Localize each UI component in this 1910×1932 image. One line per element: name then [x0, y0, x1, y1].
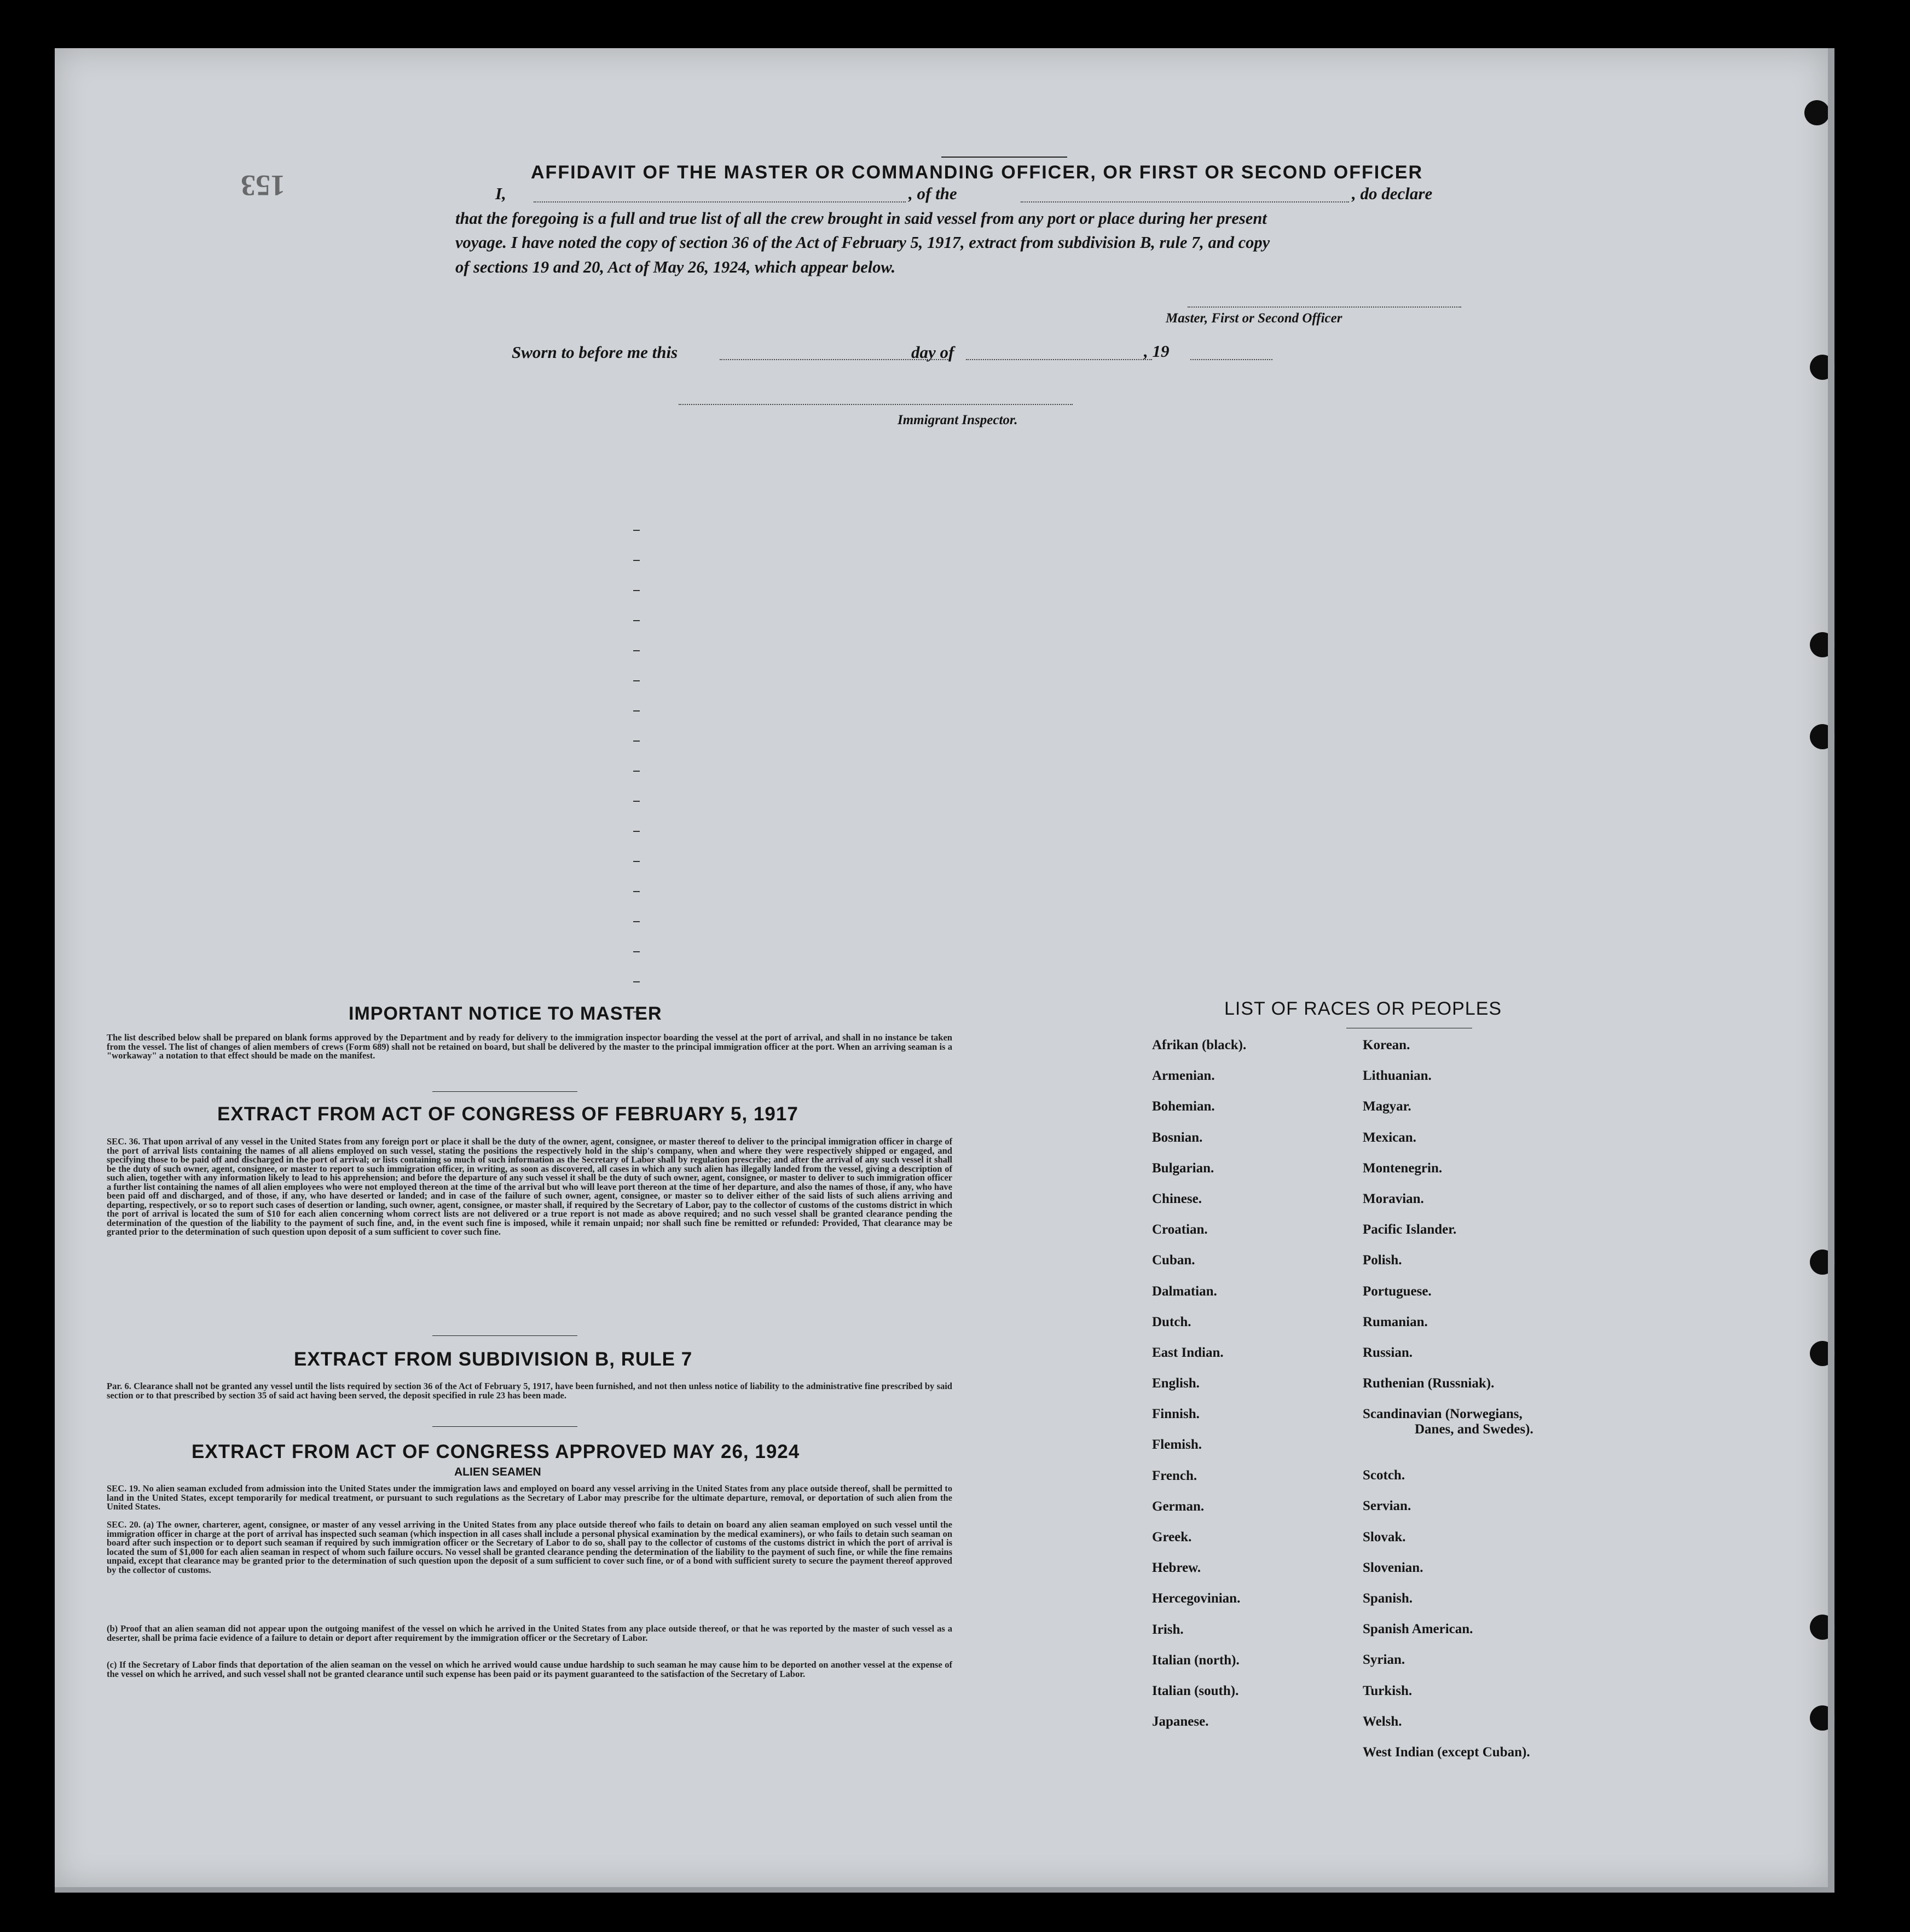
title-underline: [941, 157, 1067, 158]
race-item: English.: [1152, 1376, 1200, 1391]
margin-tick: [633, 831, 640, 832]
name-blank: [534, 201, 906, 203]
races-title: LIST OF RACES OR PEOPLES: [1224, 998, 1502, 1019]
races-column-1: [1152, 1038, 1246, 1745]
race-item: Cuban.: [1152, 1253, 1195, 1268]
affidavit-line-3: voyage. I have noted the copy of section 36 of the Act of February 5, 1917, extract from subdivision B, rule 7, and copy: [455, 233, 1270, 252]
race-item: Welsh.: [1363, 1714, 1402, 1729]
race-item: Rumanian.: [1363, 1314, 1428, 1329]
margin-tick: [633, 921, 640, 922]
affidavit-of-the: , of the: [908, 184, 957, 203]
race-item: Japanese.: [1152, 1714, 1209, 1729]
race-item: Spanish American.: [1363, 1622, 1473, 1637]
race-item: Moravian.: [1363, 1191, 1424, 1206]
day-of-label: day of: [911, 343, 954, 362]
master-caption: Master, First or Second Officer: [1166, 311, 1342, 326]
margin-tick: [633, 620, 640, 621]
race-item: Pacific Islander.: [1363, 1222, 1457, 1237]
race-item: Italian (south).: [1152, 1683, 1239, 1698]
extract-1917-title: EXTRACT FROM ACT OF CONGRESS OF FEBRUARY 5, 1917: [217, 1103, 798, 1125]
race-item: Ruthenian (Russniak).: [1363, 1376, 1495, 1391]
notice-body: The list described below shall be prepared on blank forms approved by the Department and by ready for delivery to the immigration inspector boarding the vessel at the port of arrival, and shall in no instance be taken from the vessel. The list of changes of alien members of crews (Form 689) shall not be retained on board, but shall be delivered by the master to the principal immigration officer at the port. When an arriving seaman is a "workaway" a notation to that effect should be made on the manifest.: [107, 1032, 952, 1061]
margin-tick: [633, 801, 640, 802]
extract-rule7-body: Par. 6. Clearance shall not be granted any vessel until the lists required by section 36 of the Act of February 5, 1917, have been furnished, and not then unless notice of liability to the administrative fine prescribed by said section or to that prescribed by section 35 of said act having been served, the deposit specified in rule 23 has been made.: [107, 1381, 952, 1401]
race-item: Spanish.: [1363, 1591, 1413, 1606]
document-page: [55, 48, 1828, 1887]
extract-1924-title: EXTRACT FROM ACT OF CONGRESS APPROVED MAY 26, 1924: [192, 1441, 800, 1462]
race-item: Mexican.: [1363, 1130, 1416, 1145]
sec-20c-text: (c) If the Secretary of Labor finds that deportation of the alien seaman on the vessel on which he arrived would cause undue hardship to such seaman he may cause him to be deported on another vessel at the expense of the vessel on which he arrived, and such vessel shall not be granted clearance until such expense has been paid or its payment guaranteed to the satisfaction of the Secretary of Labor.: [107, 1659, 952, 1679]
page-number: 153: [241, 169, 285, 202]
race-item: Bosnian.: [1152, 1130, 1203, 1145]
race-item: Chinese.: [1152, 1191, 1202, 1206]
race-item: Turkish.: [1363, 1683, 1413, 1698]
extract-1917-body: SEC. 36. That upon arrival of any vessel in the United States from any foreign port or place it shall be the duty of the owner, agent, consignee, or master thereof to deliver to the principal immigration officer in charge of the port of arrival lists containing the names of all aliens employed on such vessel, stating the positions the respectively hold in the ship's company, when and where they were respectively shipped or engaged, and specifying those to be paid off and discharged in the port of arrival; or lists containing so much of such information as the Secretary of Labor shall by regulation prescribe; and after the arrival of any such vessel it shall be the duty of such owner, agent, consignee, or master to report to such immigration officer, in writing, as soon as discovered, all cases in which any such alien has illegally landed from the vessel, giving a description of such alien, together with any information likely to lead to his apprehension; and before the departure of any such vessel it shall be the duty of such owner, agent, consignee, or master to deliver to such immigration officer a further list containing the names of all alien employees who were not employed thereon at the time of the arrival but who will leave port thereon at the time of her departure, and also the names of those, if any, who have been paid off and discharged, and of those, if any, who have deserted or landed; and in case of the failure of such owner, agent, consignee, or master so to deliver either of the said lists of such aliens arriving and departing, respectively, or so to report such cases of desertion or landing, such owner, agent, consignee, or master shall, if required by the Secretary of Labor, pay to the collector of customs of the customs district in which the port of arrival is located the sum of $10 for each alien concerning whom correct lists are not delivered or a true report is not made as above required; and no such vessel shall be granted clearance pending the determination of the question of the liability to the payment of such fine, and, in the event such fine is imposed, while it remain unpaid; nor shall such fine be remitted or refunded: Provided, That clearance may be granted prior to the determination of such question upon deposit of a sum sufficient to cover such fine.: [107, 1136, 952, 1237]
race-item: Dalmatian.: [1152, 1283, 1217, 1299]
race-item: French.: [1152, 1468, 1197, 1483]
race-item: Croatian.: [1152, 1222, 1208, 1237]
race-item: Greek.: [1152, 1530, 1192, 1545]
race-item: East Indian.: [1152, 1345, 1224, 1360]
race-item: Hercegovinian.: [1152, 1591, 1241, 1606]
affidavit-line-2: that the foregoing is a full and true list of all the crew brought in said vessel from any port or place during her present: [455, 209, 1267, 228]
race-item: Korean.: [1363, 1038, 1410, 1052]
race-item: Servian.: [1363, 1499, 1411, 1514]
section-divider: [432, 1335, 577, 1336]
section-divider: [432, 1091, 577, 1092]
race-item: Danes, and Swedes).: [1415, 1422, 1533, 1437]
affidavit-title: AFFIDAVIT OF THE MASTER OR COMMANDING OFFICER, OR FIRST OR SECOND OFFICER: [531, 162, 1423, 183]
sworn-label: Sworn to before me this: [512, 343, 678, 362]
binder-hole: [1804, 100, 1830, 125]
race-item: Scotch.: [1363, 1468, 1405, 1483]
margin-tick: [633, 891, 640, 892]
sec-20a-text: SEC. 20. (a) The owner, charterer, agent, consignee, or master of any vessel arriving in the United States from any place outside thereof who fails to detain on board any alien seaman employed on such vessel until the immigration officer in charge at the port of arrival has inspected such seaman (which inspection in all cases shall include a personal physical examination by the medical examiners), or who fails to detain such seaman on board after such inspection or to deport such seaman if required by such immigration officer or the Secretary of Labor to do so, shall pay to the collector of customs of the customs district in which the port of arrival is located the sum of $1,000 for each alien seaman in respect of whom such failure occurs. No vessel shall be granted clearance pending the determination of the liability to the payment of such fine, or while the fine remains unpaid, except that clearance may be granted prior to the determination of such question upon the deposit of a sum sufficient to cover such fine, or of a bond with sufficient surety to secure the payment thereof approved by the collector of customs.: [107, 1519, 952, 1575]
vessel-blank: [1021, 201, 1349, 203]
year-prefix: , 19: [1144, 342, 1170, 361]
race-item: Magyar.: [1363, 1099, 1411, 1114]
section-divider: [432, 1426, 577, 1427]
margin-tick: [633, 530, 640, 531]
sec-20b-text: (b) Proof that an alien seaman did not appear upon the outgoing manifest of the vessel on which he arrived in the United States from any place outside thereof, or that he was reported by the master of such vessel as a deserter, shall be prima facie evidence of a failure to detain or deport after requirement by the immigration officer or the Secretary of Labor.: [107, 1623, 952, 1643]
race-item: Armenian.: [1152, 1068, 1215, 1084]
race-item: Montenegrin.: [1363, 1160, 1443, 1176]
race-item: Dutch.: [1152, 1314, 1191, 1329]
margin-tick: [633, 650, 640, 651]
race-item: Portuguese.: [1363, 1283, 1432, 1299]
races-column-2: [1363, 1038, 1533, 1775]
race-item: Hebrew.: [1152, 1560, 1201, 1576]
margin-tick: [633, 680, 640, 681]
page-edge: [55, 1887, 1834, 1893]
race-item: Bohemian.: [1152, 1099, 1215, 1114]
margin-tick: [633, 981, 640, 982]
race-item: Afrikan (black).: [1152, 1038, 1247, 1052]
sec-19-text: SEC. 19. No alien seaman excluded from admission into the United States under the immigration laws and employed on board any vessel arriving in the United States from any place outside thereof, shall be permitted to land in the United States, except temporarily for medical treatment, or pursuant to such regulations as the Secretary of Labor may prescribe for the ultimate departure, removal, or deportation of such alien from the United States.: [107, 1483, 952, 1512]
affidavit-do-declare: , do declare: [1352, 184, 1433, 203]
race-item: Lithuanian.: [1363, 1068, 1432, 1084]
notice-title: IMPORTANT NOTICE TO MASTER: [349, 1003, 662, 1024]
race-item: Bulgarian.: [1152, 1160, 1214, 1176]
race-item: Syrian.: [1363, 1652, 1405, 1668]
master-signature-line: [1188, 306, 1461, 308]
race-item: Scandinavian (Norwegians,: [1363, 1407, 1523, 1422]
race-item: Russian.: [1363, 1345, 1413, 1360]
race-item: Slovenian.: [1363, 1560, 1423, 1575]
margin-tick: [633, 861, 640, 862]
race-item: Finnish.: [1152, 1407, 1200, 1422]
margin-tick: [633, 741, 640, 742]
margin-tick: [633, 951, 640, 952]
race-item: Flemish.: [1152, 1437, 1202, 1453]
margin-tick: [633, 710, 640, 712]
inspector-caption: Immigrant Inspector.: [898, 413, 1018, 427]
margin-tick: [633, 560, 640, 561]
race-item: West Indian (except Cuban).: [1363, 1744, 1530, 1760]
race-item: Italian (north).: [1152, 1652, 1240, 1668]
page-edge: [1828, 48, 1834, 1887]
margin-tick: [633, 771, 640, 772]
race-item: German.: [1152, 1499, 1205, 1514]
margin-tick: [633, 590, 640, 591]
affidavit-i: I,: [495, 184, 506, 203]
race-item: Polish.: [1363, 1253, 1402, 1268]
inspector-signature-line: [679, 404, 1073, 405]
sworn-month-blank: [966, 359, 1152, 360]
race-item: Slovak.: [1363, 1529, 1406, 1545]
extract-1924-subtitle: ALIEN SEAMEN: [454, 1466, 541, 1478]
race-item: Irish.: [1152, 1622, 1184, 1637]
year-blank: [1190, 359, 1272, 360]
affidavit-line-4: of sections 19 and 20, Act of May 26, 1924, which appear below.: [455, 258, 896, 276]
extract-rule7-title: EXTRACT FROM SUBDIVISION B, RULE 7: [294, 1349, 693, 1370]
